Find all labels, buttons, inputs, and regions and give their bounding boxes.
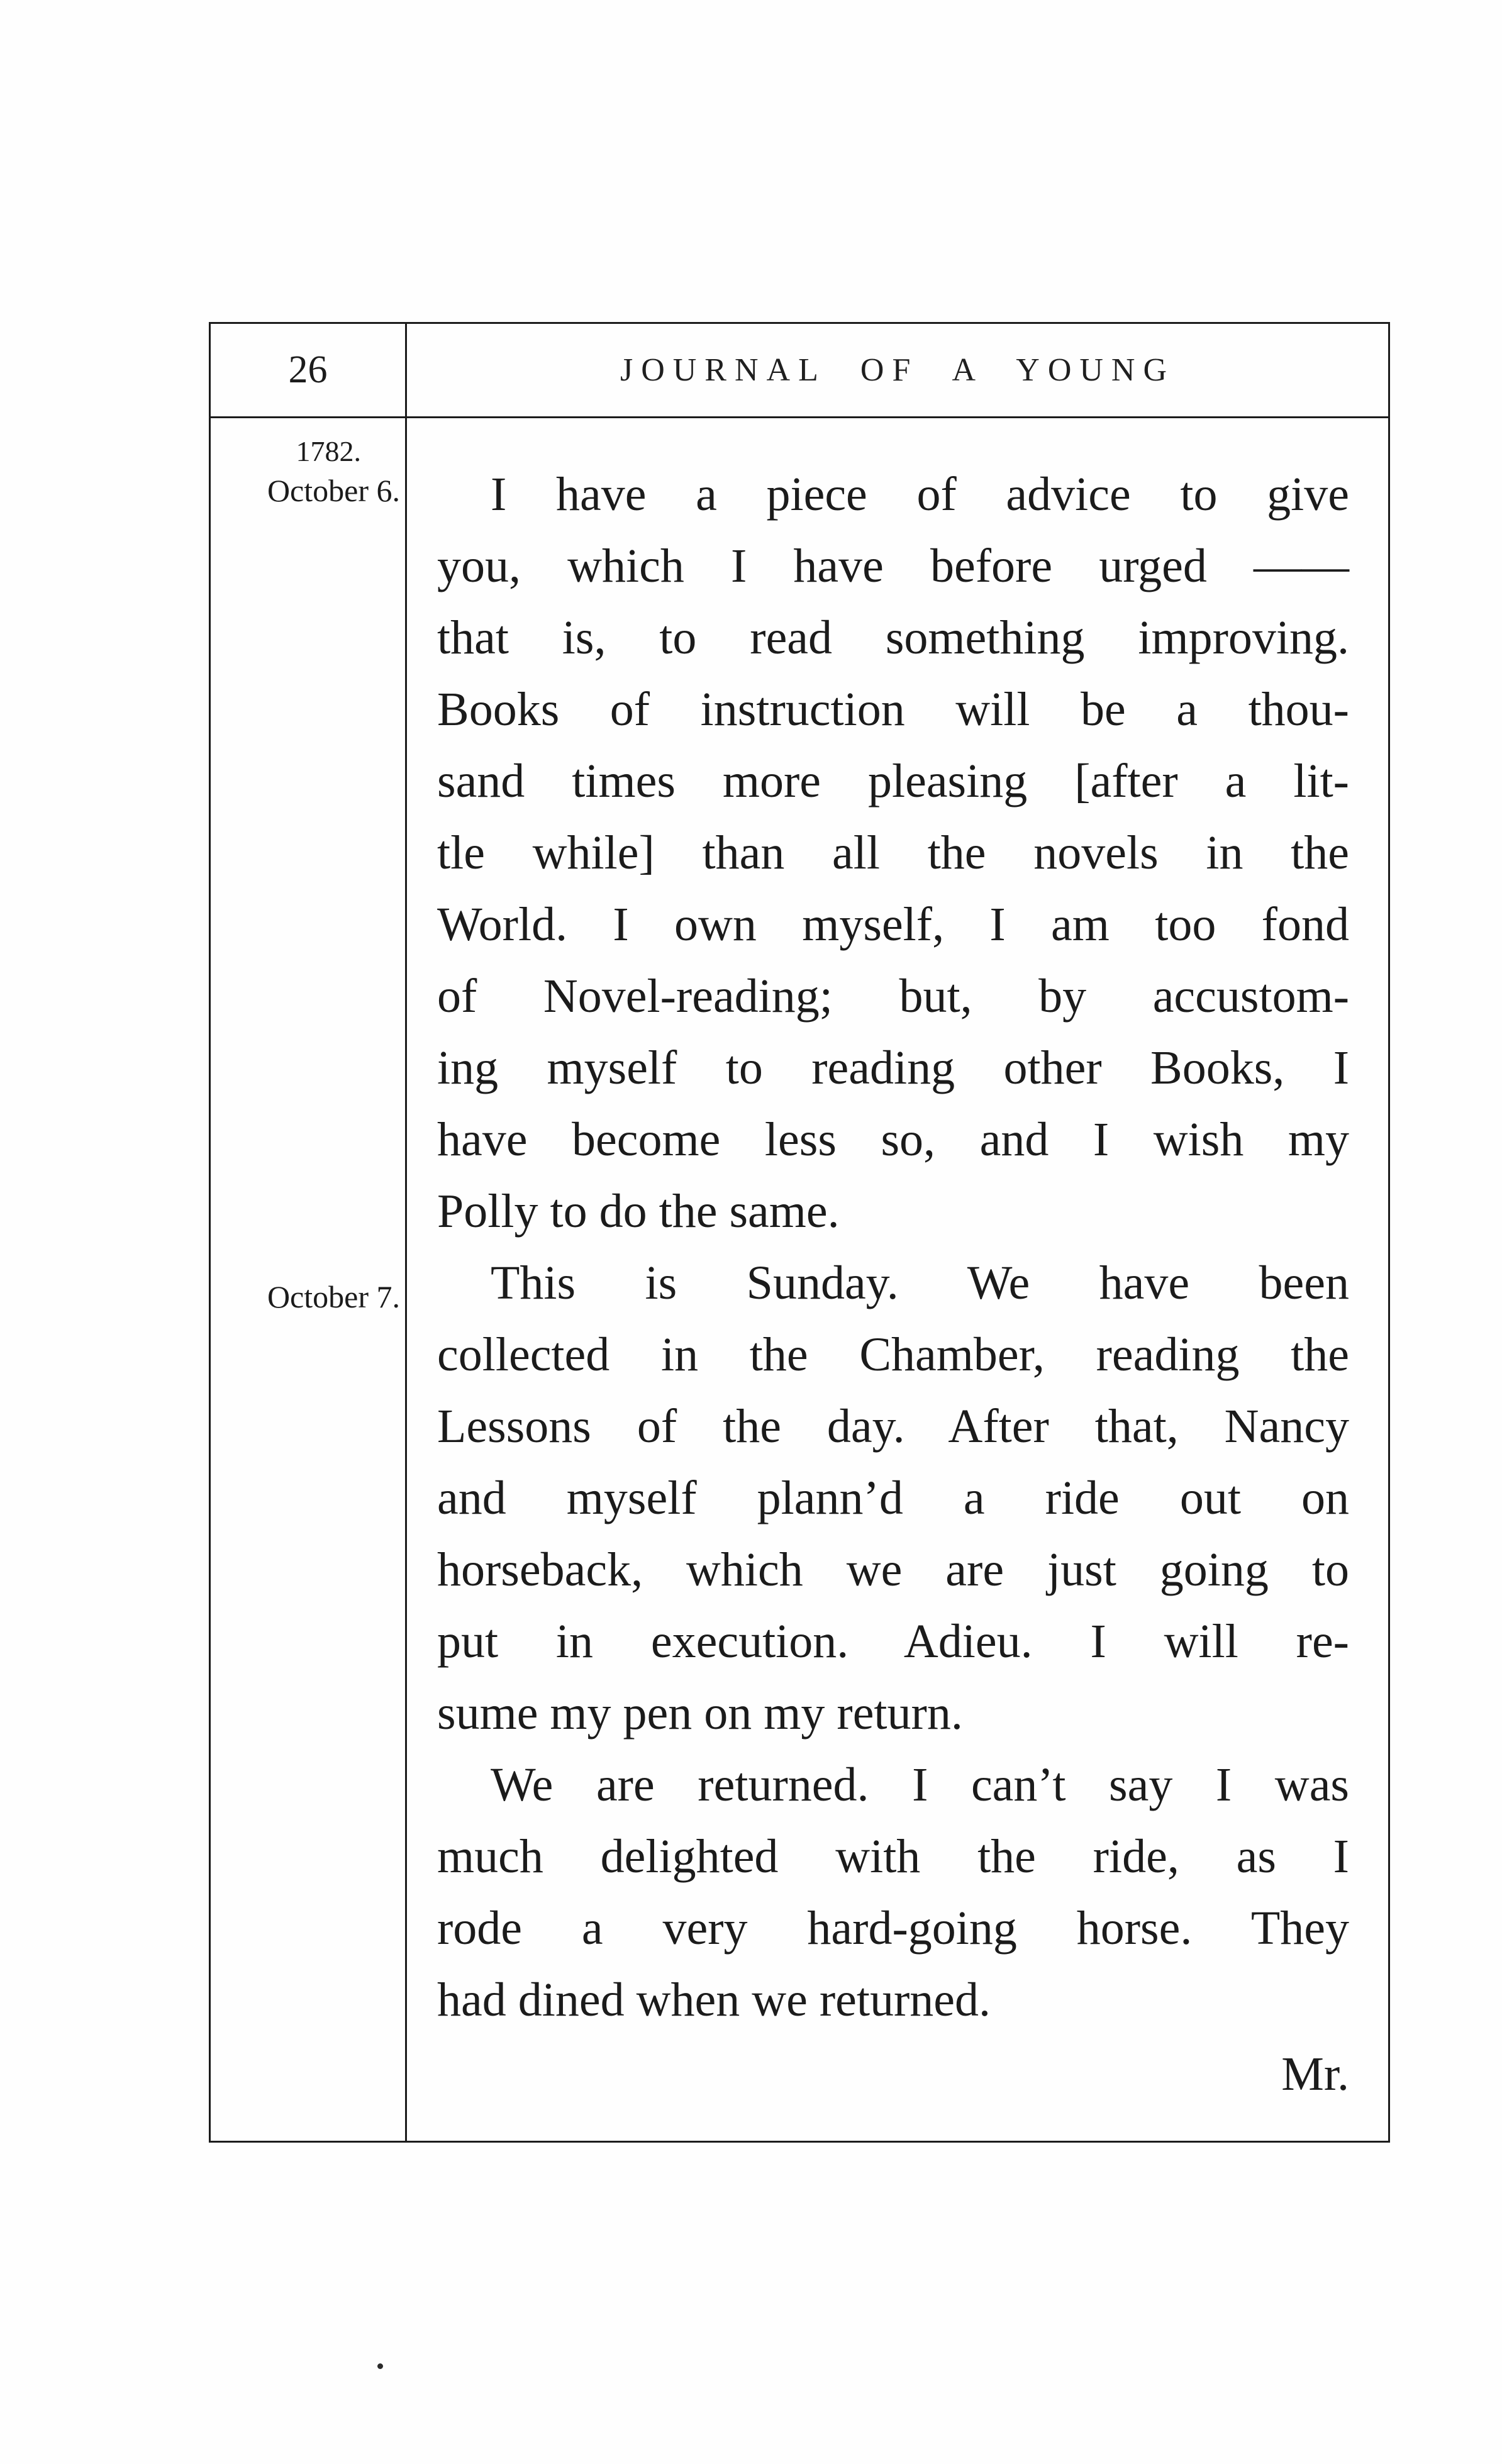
- text-line: This is Sunday. We have been: [491, 1257, 1349, 1309]
- ink-dot-artifact: [377, 2363, 383, 2369]
- text-line: horseback, which we are just going to: [437, 1543, 1349, 1596]
- text-line: I have a piece of advice to give: [491, 468, 1349, 521]
- text-line: collected in the Chamber, reading the: [437, 1328, 1349, 1381]
- text-column: [407, 418, 1388, 2141]
- page-header: [211, 324, 1388, 418]
- text-line: tle while] than all the novels in the: [437, 826, 1349, 879]
- page-body: [211, 418, 1388, 2141]
- text-line: ing myself to reading other Books, I: [437, 1041, 1349, 1094]
- paragraph: [437, 1247, 1349, 1749]
- text-line: Books of instruction will be a thou-: [437, 683, 1349, 736]
- text-line: Polly to do the same.: [437, 1185, 840, 1238]
- paragraph: [437, 1749, 1349, 2036]
- margin-date: [211, 1261, 400, 1333]
- margin-date: [211, 432, 400, 510]
- text-line: have become less so, and I wish my: [437, 1113, 1349, 1166]
- margin-date-day: October 6.: [267, 473, 400, 508]
- page-frame: [209, 322, 1390, 2143]
- text-line: We are returned. I can’t say I was: [491, 1758, 1349, 1811]
- text-line: rode a very hard-going horse. They: [437, 1902, 1349, 1955]
- catchword: Mr.: [1281, 2048, 1349, 2101]
- text-line: of Novel-reading; but, by accustom-: [437, 970, 1349, 1023]
- margin-date-year: 1782.: [296, 435, 361, 467]
- text-line: had dined when we returned.: [437, 1973, 991, 2026]
- text-line: you, which I have before urged ——: [437, 540, 1349, 592]
- text-line: sume my pen on my return.: [437, 1687, 963, 1740]
- text-line: that is, to read something improving.: [437, 611, 1349, 664]
- text-line: sand times more pleasing [after a lit-: [437, 755, 1349, 807]
- text-line: World. I own myself, I am too fond: [437, 898, 1349, 951]
- catchword-row: [437, 2036, 1349, 2110]
- text-line: put in execution. Adieu. I will re-: [437, 1615, 1349, 1668]
- running-title: JOURNAL OF A YOUNG: [620, 352, 1176, 388]
- margin-date-day: October 7.: [267, 1279, 400, 1314]
- text-line: much delighted with the ride, as I: [437, 1830, 1349, 1883]
- paragraph: [437, 458, 1349, 1247]
- page-number: 26: [211, 324, 407, 416]
- text-line: and myself plann’d a ride out on: [437, 1472, 1349, 1524]
- text-line: Lessons of the day. After that, Nancy: [437, 1400, 1349, 1453]
- margin-column: [211, 418, 407, 2141]
